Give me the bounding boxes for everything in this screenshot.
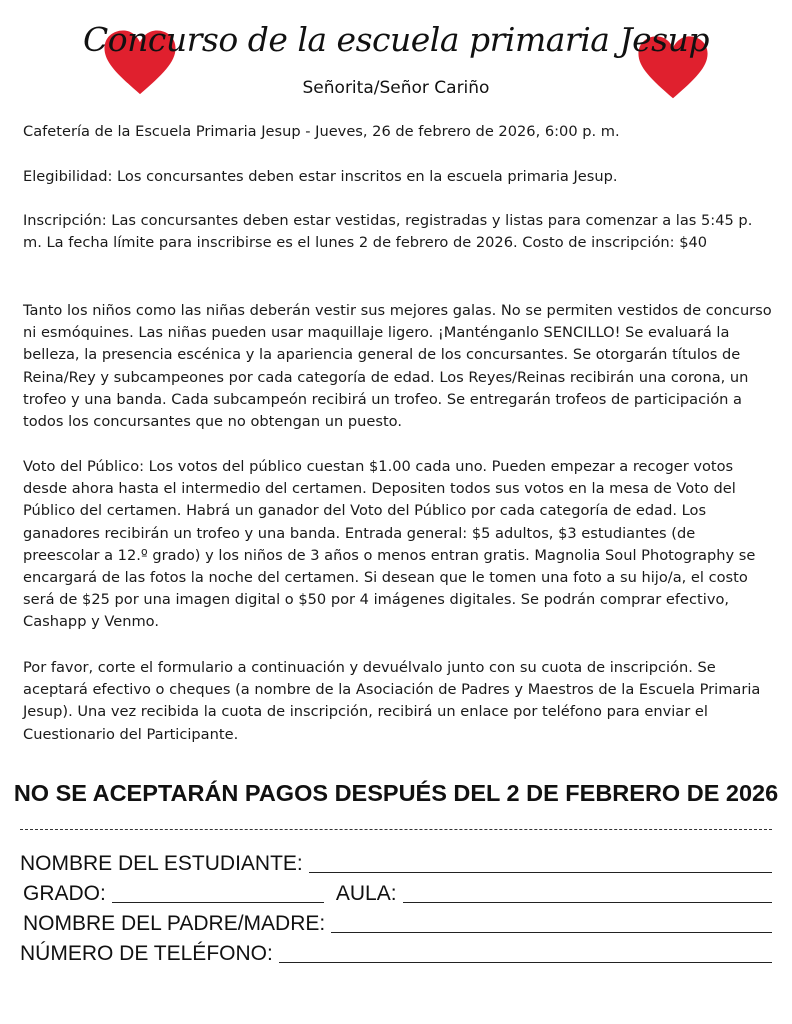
- page-title: Concurso de la escuela primaria Jesup: [83, 20, 709, 59]
- grade-field[interactable]: [112, 884, 324, 903]
- student-name-field[interactable]: [309, 854, 772, 873]
- event-details-paragraph: Cafetería de la Escuela Primaria Jesup - Jueves, 26 de febrero de 2026, 6:00 p. m.: [23, 123, 620, 140]
- registration-paragraph: Inscripción: Las concursantes deben estar vestidas, registradas y listas para comenzar a las 5:45 p. m. La fecha límite para inscribirse es el lunes 2 de febrero de 2026. Costo de inscripción: $40: [23, 212, 753, 252]
- phone-label: NÚMERO DE TELÉFONO:: [20, 942, 273, 965]
- classroom-field[interactable]: [403, 884, 772, 903]
- payment-deadline-warning: NO SE ACEPTARÁN PAGOS DESPUÉS DEL 2 DE FEBRERO DE 2026: [13, 780, 779, 806]
- student-name-row: [20, 850, 772, 876]
- student-name-label: NOMBRE DEL ESTUDIANTE:: [20, 852, 303, 875]
- classroom-label: AULA:: [335, 882, 397, 905]
- grade-label: GRADO:: [23, 882, 106, 905]
- phone-field[interactable]: [279, 944, 772, 963]
- instructions-paragraph: Por favor, corte el formulario a continuación y devuélvalo junto con su cuota de inscripción. Se aceptará efectivo o cheques (a nombre de la Asociación de Padres y Maestros de la Escuela Primaria Jesup). Una vez recibida la cuota de inscripción, recibirá un enlace por teléfono para enviar el Cuestionario del Participante.: [23, 659, 761, 743]
- parent-name-label: NOMBRE DEL PADRE/MADRE:: [23, 912, 326, 935]
- grade-classroom-row: [20, 880, 772, 906]
- cut-line: [20, 829, 772, 830]
- parent-name-row: [20, 910, 772, 936]
- eligibility-paragraph: Elegibilidad: Los concursantes deben estar inscritos en la escuela primaria Jesup.: [23, 168, 618, 185]
- phone-row: [20, 940, 772, 966]
- public-vote-paragraph: Voto del Público: Los votos del público cuestan $1.00 cada uno. Pueden empezar a recoger votos desde ahora hasta el intermedio del certamen. Depositen todos sus votos en la mesa de Voto del Público del certamen. Habrá un ganador del Voto del Público por cada categoría de edad. Los ganadores recibirán un trofeo y una banda. Entrada general: $5 adultos, $3 estudiantes (de preescolar a 12.º grado) y los niños de 3 años o menos entran gratis. Magnolia Soul Photography se encargará de las fotos la noche del certamen. Si desean que le tomen una foto a su hijo/a, el costo será de $25 por una imagen digital o $50 por 4 imágenes digitales. Se podrán comprar efectivo, Cashapp y Venmo.: [23, 458, 756, 631]
- page-subtitle: Señorita/Señor Cariño: [302, 78, 490, 98]
- attire-paragraph: Tanto los niños como las niñas deberán vestir sus mejores galas. No se permiten vestidos de concurso ni esmóquines. Las niñas pueden usar maquillaje ligero. ¡Manténganlo SENCILLO! Se evaluará la belleza, la presencia escénica y la apariencia general de los concursantes. Se otorgarán títulos de Reina/Rey y subcampeones por cada categoría de edad. Los Reyes/Reinas recibirán una corona, un trofeo y una banda. Cada subcampeón recibirá un trofeo. Se entregarán trofeos de participación a todos los concursantes que no obtengan un puesto.: [23, 302, 772, 431]
- parent-name-field[interactable]: [331, 914, 772, 933]
